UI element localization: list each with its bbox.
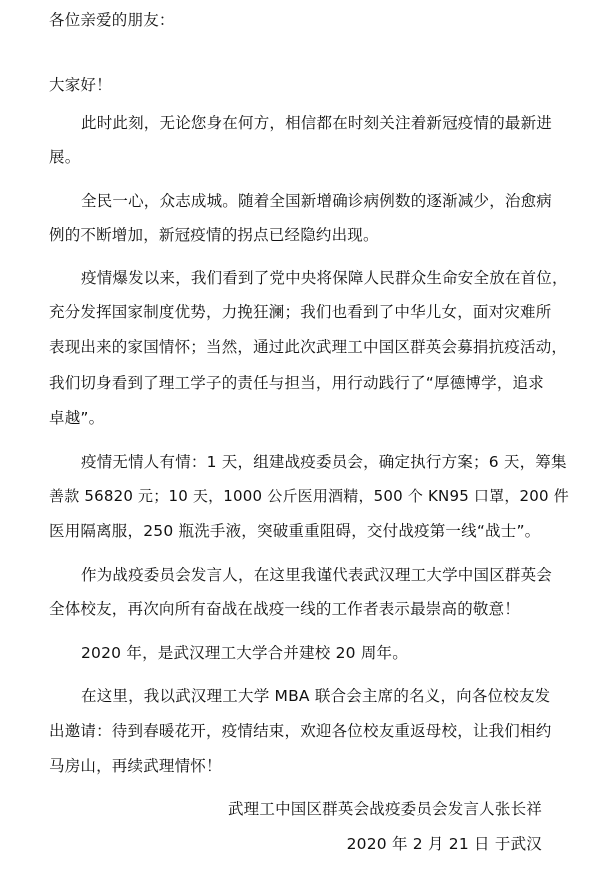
paragraph-4-line-2: 善款 56820 元；10 天，1000 公斤医用酒精，500 个 KN95 口罩，200 件 xyxy=(49,487,569,505)
paragraph-1-line-1: 此时此刻，无论您身在何方，相信都在时刻关注着新冠疫情的最新进 xyxy=(81,114,553,132)
paragraph-4-line-1: 疫情无情人有情：1 天，组建战疫委员会，确定执行方案；6 天，筹集 xyxy=(81,453,567,471)
paragraph-2-line-1: 全民一心，众志成城。随着全国新增确诊病例数的逐渐减少，治愈病 xyxy=(81,192,553,210)
paragraph-7-line-1: 在这里，我以武汉理工大学 MBA 联合会主席的名义，向各位校友发 xyxy=(81,687,551,705)
salutation: 各位亲爱的朋友： xyxy=(49,11,175,29)
date-line: 2020 年 2 月 21 日 于武汉 xyxy=(346,835,542,853)
signature: 武理工中国区群英会战疫委员会发言人张长祥 xyxy=(227,800,542,818)
paragraph-2-line-2: 例的不断增加，新冠疫情的拐点已经隐约出现。 xyxy=(49,226,379,244)
paragraph-7-line-3: 马房山，再续武理情怀！ xyxy=(49,757,222,775)
paragraph-4-line-3: 医用隔离服，250 瓶洗手液，突破重重阻碍，交付战疫第一线“战士”。 xyxy=(49,522,541,540)
paragraph-3-line-2: 充分发挥国家制度优势，力挽狂澜；我们也看到了中华儿女，面对灾难所 xyxy=(49,303,552,321)
paragraph-5-line-2: 全体校友，再次向所有奋战在战疫一线的工作者表示最崇高的敬意！ xyxy=(49,600,521,618)
paragraph-7-line-2: 出邀请：待到春暖花开，疫情结束，欢迎各位校友重返母校，让我们相约 xyxy=(49,722,552,740)
paragraph-6-line-1: 2020 年，是武汉理工大学合并建校 20 周年。 xyxy=(81,644,408,662)
paragraph-1-line-2: 展。 xyxy=(49,148,81,166)
paragraph-3-line-1: 疫情爆发以来，我们看到了党中央将保障人民群众生命安全放在首位， xyxy=(81,269,568,287)
paragraph-3-line-3: 表现出来的家国情怀；当然，通过此次武理工中国区群英会募捐抗疫活动， xyxy=(49,338,568,356)
paragraph-5-line-1: 作为战疫委员会发言人，在这里我谨代表武汉理工大学中国区群英会 xyxy=(81,566,553,584)
paragraph-3-line-5: 卓越”。 xyxy=(49,409,105,427)
greeting: 大家好！ xyxy=(49,76,112,94)
paragraph-3-line-4: 我们切身看到了理工学子的责任与担当，用行动践行了“厚德博学，追求 xyxy=(49,374,544,392)
